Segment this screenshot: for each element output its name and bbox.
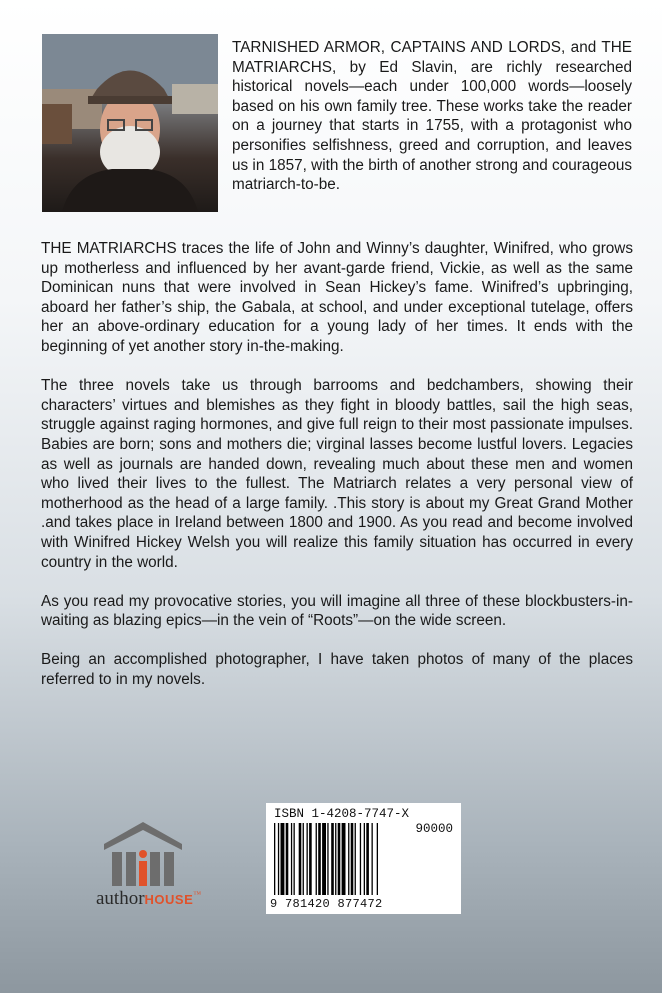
publisher-name-author: author bbox=[96, 888, 145, 909]
barcode-label bbox=[266, 803, 461, 914]
isbn-text: ISBN 1-4208-7747-X bbox=[274, 807, 410, 821]
barcode-bars bbox=[274, 823, 409, 897]
paragraph-matriarchs: THE MATRIARCHS traces the life of John and Winny’s daughter, Winifred, who grows up motherless and influenced by her avant-garde friend, Vickie, as well as the same Dominican nuns that were involved in Sean Hickey’s fame. Winifred’s upbringing, aboard her father’s ship, the Gabala, at school, and under exceptional tutelage, offers her an above-ordinary education for a young lady of her times. It ends with the beginning of yet another story in-the-making. bbox=[41, 240, 633, 355]
ean-number: 9 781420 877472 bbox=[270, 897, 383, 911]
paragraph-three-novels: The three novels take us through barrooms and bedchambers, showing their characters’ virtues and blemishes as they fight in bloody battles, sail the high seas, struggle against raging hormones, and give full reign to their most passionate impulses. Babies are born; sons and mothers die; virginal lasses become lustful lovers. Legacies as well as journals are handed down, revealing much about these men and women who lived their lives to the fullest. The Matriarch relates a very personal view of motherhood as the head of a large family. .This story is about my Great Grand Mother .and takes place in Ireland between 1800 and 1900. As you read and become involved with Winifred Hickey Welsh you will realize this family situation has occurred in every country in the world. bbox=[41, 377, 633, 571]
trademark-symbol: ™ bbox=[193, 889, 202, 899]
description-text bbox=[41, 239, 633, 709]
intro-paragraph: TARNISHED ARMOR, CAPTAINS AND LORDS, and THE MATRIARCHS, by Ed Slavin, are richly researched historical novels—each under 100,000 words—loosely based on his own family tree. These works take the reader on a journey that starts in 1755, with a protagonist who personifies selfishness, greed and corruption, and leaves us in 1857, with the birth of another strong and courageous matriarch-to-be. bbox=[232, 39, 632, 194]
paragraph-photographer: Being an accomplished photographer, I have taken photos of many of the places referred to in my novels. bbox=[41, 651, 633, 689]
author-photo bbox=[42, 34, 218, 212]
publisher-name-house: HOUSE bbox=[144, 892, 194, 907]
paragraph-provocative: As you read my provocative stories, you will imagine all three of these blockbusters-in-waiting as blazing epics—in the vein of “Roots”—on the wide screen. bbox=[41, 592, 633, 630]
price-code: 90000 bbox=[415, 822, 453, 836]
publisher-name bbox=[96, 888, 201, 910]
